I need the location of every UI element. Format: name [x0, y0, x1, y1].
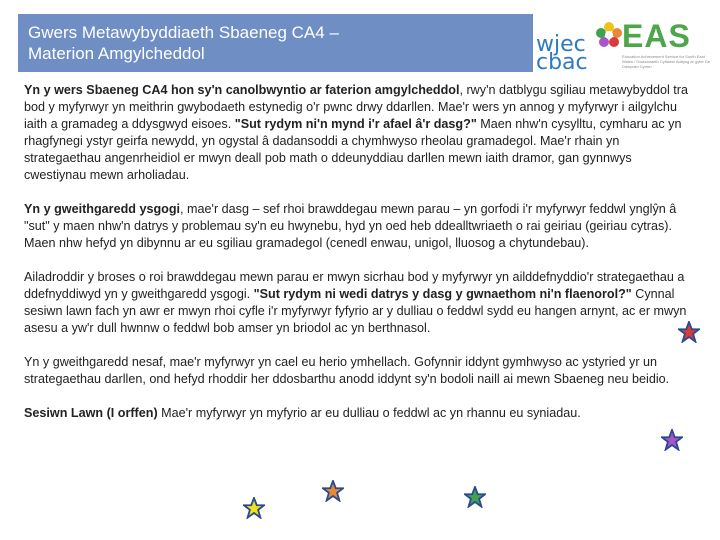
lesson-description	[24, 82, 688, 439]
title-line-1: Gwers Metawybyddiaeth Sbaeneg CA4 –	[28, 23, 339, 42]
starter-text: , mae'r dasg – sef rhoi brawddegau mewn parau – yn gorfodi i'r myfyrwyr feddwl ynglŷn â "sut" y maen nhw'n datrys y problemau sy'n eu hwynebu, hyd yn oed heb ddealltwriaeth o rai geiriau (geiriau cytras). Maen nhw hefyd yn dibynnu ar eu sgiliau gramadegol (cenedl enwau, unigol, lluosog a chytundebau).	[24, 202, 677, 250]
intro-text: , rwy'n datblygu sgiliau metawybyddol tra bod y myfyrwyr yn meithrin gwybodaeth estynedig o'r pwnc drwy ddarllen. Mae'r wers yn annog y myfyrwyr i ailgylchu iaith a gramadeg a ddysgwyd eisoes.	[24, 83, 688, 131]
eas-flower-icon	[594, 20, 624, 50]
star-red-icon	[678, 321, 700, 343]
plenary-text: Mae'r myfyrwyr yn myfyrio ar eu dulliau o feddwl ac yn rhannu eu syniadau.	[157, 406, 581, 420]
title-banner	[18, 14, 533, 72]
pairing-question: "Sut rydym ni wedi datrys y dasg y gwnaethom ni'n flaenorol?"	[253, 287, 632, 301]
intro-question: "Sut rydym ni'n mynd i'r afael â'r dasg?"	[234, 117, 477, 131]
paragraph-starter	[24, 201, 688, 252]
star-purple-icon	[661, 429, 683, 451]
paragraph-next-activity	[24, 354, 688, 388]
title-line-2: Materion Amgylcheddol	[28, 44, 205, 63]
star-orange-icon	[322, 480, 344, 502]
pairing-text-2: Cynnal sesiwn lawn fach yn awr er mwyn rhoi cyfle i'r myfyrwyr fyfyrio ar y dulliau o feddwl sydd eu hangen arnynt, ac er mwyn asesu a yw'r dull hwnnw o feddwl bob amser yn briodol ac yn berthnasol.	[24, 287, 687, 335]
eas-logo-text: EAS	[622, 18, 691, 54]
pairing-text: Ailadroddir y broses o roi brawddegau mewn parau er mwyn sicrhau bod y myfyrwyr yn ailddefnyddio'r strategaethau a ddefnyddiwyd yn y gweithgaredd ysgogi.	[24, 270, 685, 301]
starter-lead: Yn y gweithgaredd ysgogi	[24, 202, 181, 216]
star-green-icon	[464, 486, 486, 508]
paragraph-pairing	[24, 269, 688, 337]
intro-text-2: Maen nhw'n cysylltu, cymharu ac yn rhagfynegi ystyr geirfa newydd, yn ogystal â dadansoddi a chymhwyso rheolau gramadegol. Mae'r rhain yn strategaethau angenrheidiol er mwyn deall pob math o ddeunyddiau darllen mewn iaith dramor, gan gynnwys cwestiynau mewn arholiadau.	[24, 117, 682, 182]
eas-logo-subtitle: Education Achievement Service for South East Wales / Gwasanaeth Cyflawni Addysg ar gyfer De Ddwyrain Cymru	[622, 54, 711, 69]
wjec-logo-line-1: wjec	[536, 32, 586, 57]
logo-area	[536, 14, 712, 80]
plenary-lead: Sesiwn Lawn (I orffen)	[24, 406, 158, 420]
next-activity-text: Yn y gweithgaredd nesaf, mae'r myfyrwyr yn cael eu herio ymhellach. Gofynnir iddynt gymhwyso ac ystyried yr un strategaethau darllen, ond hefyd rhoddir her ddosbarthu anodd iddynt sy'n bodoli naill ai mewn Sbaeneg neu beidio.	[24, 355, 670, 386]
wjec-logo	[536, 32, 588, 75]
intro-lead: Yn y wers Sbaeneg CA4 hon sy'n canolbwyntio ar faterion amgylcheddol	[24, 83, 460, 97]
star-yellow-icon	[243, 497, 265, 519]
paragraph-plenary	[24, 405, 688, 422]
wjec-logo-line-2: cbac	[536, 50, 588, 75]
paragraph-intro	[24, 82, 688, 184]
